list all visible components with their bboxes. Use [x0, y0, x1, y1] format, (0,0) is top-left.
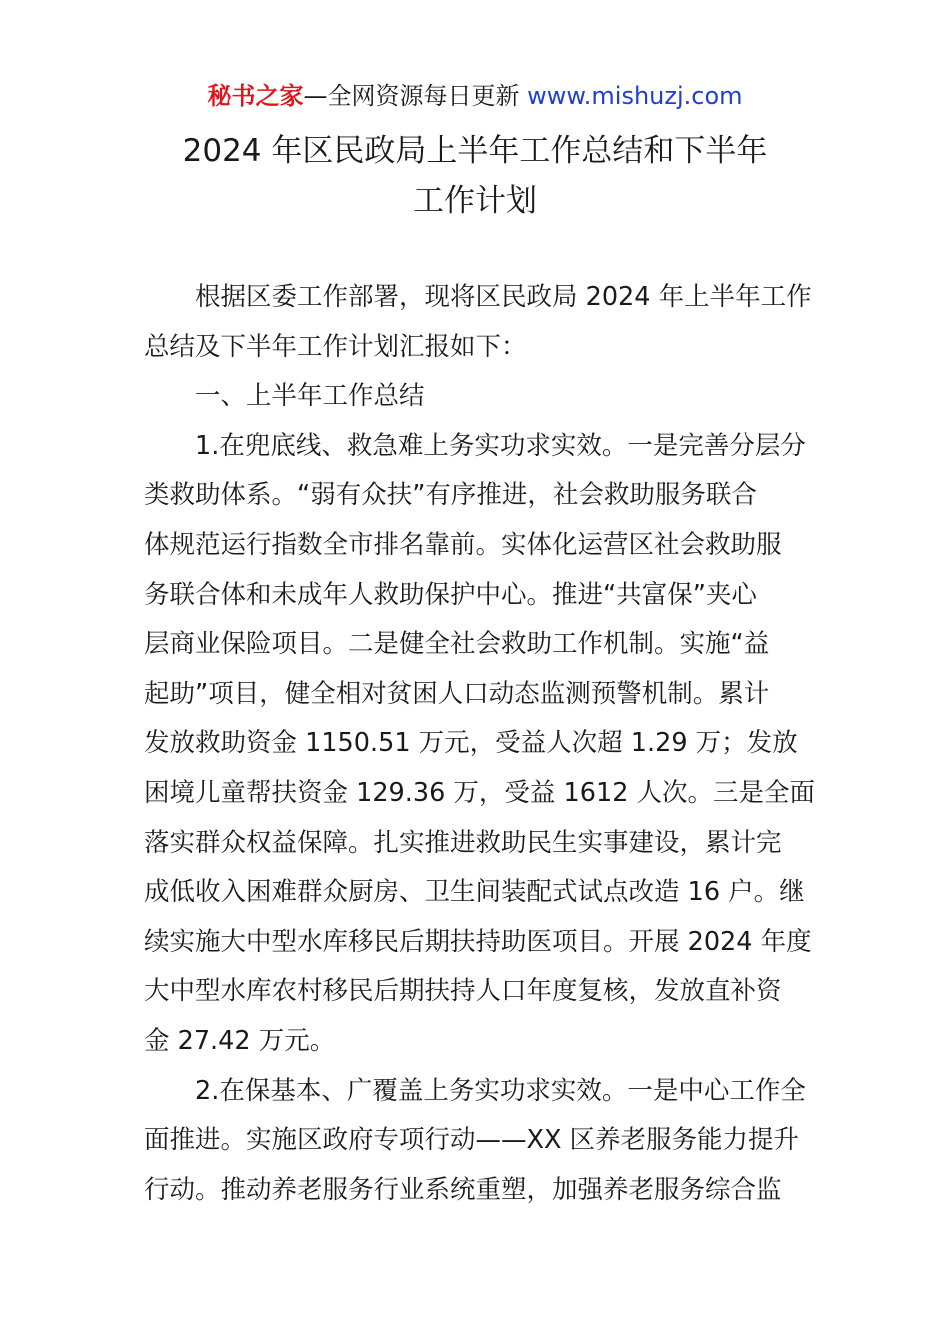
- body-line: 大中型水库农村移民后期扶持人口年度复核，发放直补资: [144, 976, 782, 1007]
- body-line: 面推进。实施区政府专项行动——XX 区养老服务能力提升: [144, 1125, 800, 1156]
- body-line: 起助”项目，健全相对贫困人口动态监测预警机制。累计: [144, 678, 770, 709]
- body-line: 根据区委工作部署，现将区民政局 2024 年上半年工作: [144, 282, 812, 312]
- body-line: 体规范运行指数全市排名靠前。实体化运营区社会救助服: [144, 529, 782, 560]
- body-line: 续实施大中型水库移民后期扶持助医项目。开展 2024 年度: [144, 926, 812, 957]
- body-line: 行动。推动养老服务行业系统重塑，加强养老服务综合监: [144, 1174, 782, 1205]
- body-line: 困境儿童帮扶资金 129.36 万，受益 1612 人次。三是全面: [144, 777, 816, 808]
- body-line: 层商业保险项目。二是健全社会救助工作机制。实施“益: [144, 629, 770, 660]
- body-line: 2.在保基本、广覆盖上务实功求实效。一是中心工作全: [144, 1075, 806, 1106]
- body-line: 金 27.42 万元。: [144, 1025, 336, 1056]
- document-title: [0, 126, 950, 226]
- body-line: 总结及下半年工作计划汇报如下：: [144, 331, 527, 362]
- header-tagline: —全网资源每日更新: [303, 82, 528, 110]
- brand-name: 秘书之家: [207, 82, 304, 110]
- title-line-1: 2024 年区民政局上半年工作总结和下半年: [182, 133, 768, 169]
- site-header: [0, 80, 950, 112]
- body-line: 1.在兜底线、救急难上务实功求实效。一是完善分层分: [144, 430, 806, 461]
- body-line: 落实群众权益保障。扎实推进救助民生实事建设，累计完: [144, 827, 782, 858]
- section-heading: 一、上半年工作总结: [144, 381, 425, 412]
- title-line-2: 工作计划: [413, 183, 537, 219]
- body-line: 类救助体系。“弱有众扶”有序推进，社会救助服务联合: [144, 480, 757, 511]
- body-line: 成低收入困难群众厨房、卫生间装配式试点改造 16 户。继: [144, 877, 805, 908]
- body-line: 发放救助资金 1150.51 万元，受益人次超 1.29 万；发放: [144, 728, 798, 759]
- site-url-link[interactable]: www.mishuzj.com: [527, 82, 743, 110]
- body-line: 务联合体和未成年人救助保护中心。推进“共富保”夹心: [144, 579, 757, 610]
- document-body: [144, 273, 816, 1215]
